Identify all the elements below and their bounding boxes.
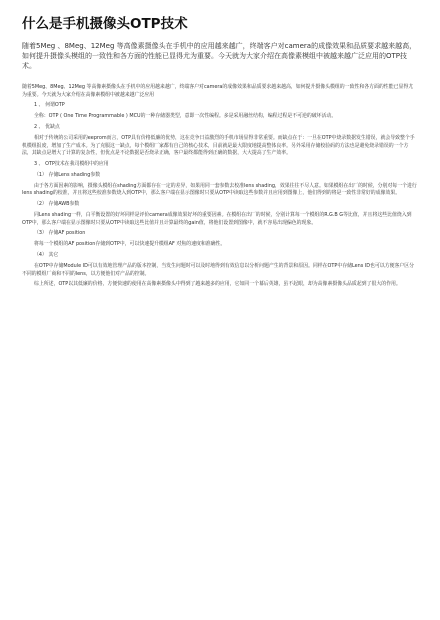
section-heading: 3 、 OTP技术在我司模组中的应用 xyxy=(34,160,109,167)
body-paragraph: 由于各方面因素的影响，摄像头模组在shading方面都存在一定的差异，如果用同一套参数去校准lens shading，效果往往不尽人意。如果模组在出厂的时候，分别对每一个进行lens shading的校准，并且将这些校准参数烧入到OTP中，那么客户端在显示图像时只要从OTP中读取这些参数并且应用到图像上，他们得到的将是一致性非常好的成像效果。 xyxy=(22,182,417,197)
page-title: 什么是手机摄像头OTP技术 xyxy=(22,16,188,32)
subsection-heading: （1） 存储Lens shading参数 xyxy=(34,171,101,178)
article-body xyxy=(22,84,418,292)
subsection-heading: （4） 其它 xyxy=(34,252,59,259)
body-paragraph: 全称：OTP ( One Time Programmable ) MCU的一种存储器类型，意即一次性编程。多是采用融丝结构，编程过程是不可逆的破坏活动。 xyxy=(34,113,337,120)
section-heading: 2 、 优缺点 xyxy=(34,124,60,131)
body-paragraph: 综上所述，OTP以其低廉的价格，方便快速的使用在高像素摄像头中得到了越来越多的应用，它如同一个幕后英雄，虽不起眼，却为高像素摄像头品质起到了很大的作用。 xyxy=(34,281,401,288)
body-paragraph: 在OTP中存储Module ID可以有效地管理产品的版本控制，当发生问题时可以及时地得到有效信息以分析问题产生的背景和原因。同样在OTP中存储Lens ID也可以方便客户区分不同的模组厂商和不同的lens，以方便他们对产品的控制。 xyxy=(22,263,415,277)
body-paragraph: 将每一个模组的AF position存储到OTP中，可以快速提升模组AF 对焦的速度和准确性。 xyxy=(34,241,226,248)
body-paragraph: 相对于传统的公司采用的eeprom而言，OTP具有价格低廉的优势，这在竞争日益激烈的手机市场显得非常重要。而缺点在于：一旦在OTP中烧录数据发生错误，就会导致整个手机模组报废，增加了生产成本。为了克服这一缺点，每个模组厂家都有自己的核心技术，目前就是最大限度地提高整体良率。另外采用存储校验码的方法也是避免烧录错误的一个方法，其缺点是增大了计算的复杂性，但优点是不论数据是否烧录正确，客户最终都能得到正确的数据，大大提高了生产效率。 xyxy=(22,135,415,157)
subsection-heading: （2） 存储AWB参数 xyxy=(34,201,80,208)
section-heading: 1 、 何谓OTP xyxy=(34,102,65,109)
body-paragraph: 随着5Meg、8Meg、12Meg 等高像素摄像头在手机中的应用越来越广，终端客户对camera的成像效果和品质要求越来越高，如何提升摄像头模组的一致性和各方面的性能已显得尤为重要。今天就为大家介绍在高像素模组中被越来越广泛应用 xyxy=(22,84,414,98)
subsection-heading: （3） 存储AF position xyxy=(34,230,86,237)
body-paragraph: 同Lens shading一样，白平衡设置的好坏同样是评价camera成像效果好坏的重要因素。在模组在出厂的时候，分别计算每一个模组的R.G.B G等比值，并且将这些比值烧入到OTP中，那么客户端在显示图像时只要从OTP中读取这些比值并且计算最终的gain值，将他们设置到图像中，就不容易出现偏色的现象。 xyxy=(22,212,412,226)
intro-paragraph: 随着5Meg 、8Meg、12Meg 等高像素摄像头在手机中的应用越来越广，终端客户对camera的成像效果和品质要求越来越高，如何提升摄像头模组的一致性和各方面的性能已显得尤为重要。今天就为大家介绍在高像素模组中被越来越广泛应用的OTP技术。 xyxy=(22,42,417,71)
